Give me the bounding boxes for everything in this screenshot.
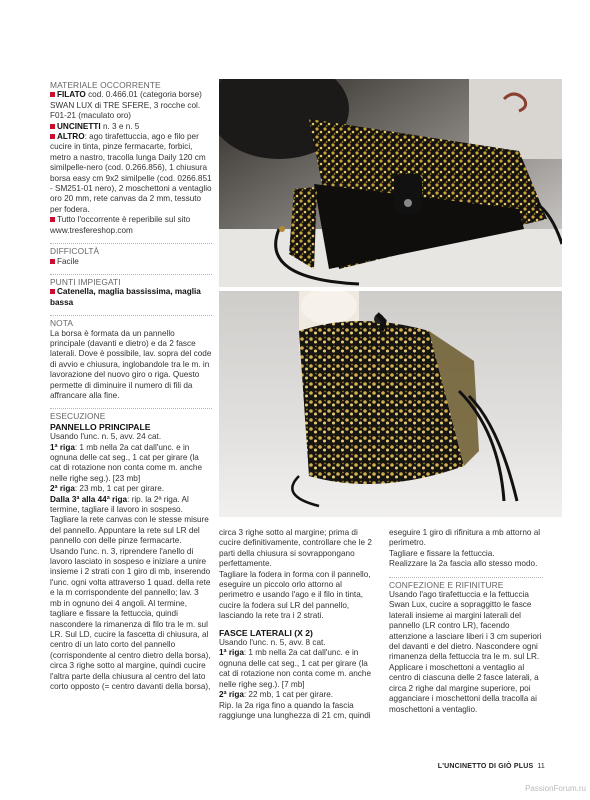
difficulty-value-row (50, 257, 212, 267)
uncinetti-text: n. 3 e n. 5 (100, 121, 140, 131)
side-repeat-text: Rip. la 2a riga fino a quando la fascia raggiunge una lunghezza di 21 cm, quindi (219, 700, 371, 720)
panel-row-2 (50, 484, 212, 494)
panel-assembly-text: Tagliare la rete canvas con le stesse misure del pannello. Appuntare la rete sul LR del pannello con delle pinze fermacarte. Usando l'unc. n. 3, riprendere l'anello di lavoro lasciato in sospeso e iniziare a unire insieme i 2 strati con 1 giro di mb, inserendo l'unc. ogni volta attraverso 1 quad. della rete e la m corrispondente del pannello; lav. 3 mb in ognuno dei 4 angoli. Al termine, tagliare e fissare la fettuccia, quindi nascondere la rimanenza di filo tra le m. sul LR. Sul LD, cucire la fascetta di chiusura, al centro di un lato corto del pannello (corrispondente al centro dietro della borsa), circa 3 righe sotto al margine, quindi cucire l'altra parte della chiusura al centro del lato corto opposto (= centro davanti della borsa), (50, 515, 211, 691)
bullet-square-icon (50, 134, 55, 139)
difficulty-value: Facile (57, 256, 79, 266)
side-row-2-text: : 22 mb, 1 cat per girare. (243, 690, 334, 700)
page-number: 11 (537, 763, 545, 770)
panel-row-3 (50, 495, 212, 516)
altro-label: ALTRO (57, 132, 85, 142)
row-1-text: : 1 mb nella 2a cat dall'unc. e in ognuna delle cat seg., 1 cat per girare (la cat di rotazione non conta come m. anche nelle righe seg.). [23 mb] (50, 442, 203, 483)
left-column (50, 80, 212, 692)
materials-note-text: Tutto l'occorrente è reperibile sul sito www.tresfereshop.com (50, 215, 191, 235)
materials-filato (50, 90, 212, 121)
bullet-square-icon (50, 217, 55, 222)
bullet-square-icon (50, 92, 55, 97)
side-second-text: Realizzare la 2a fascia allo stesso modo. (389, 559, 538, 569)
side-row-2-label: 2ª riga (219, 690, 244, 700)
materials-heading: MATERIALE OCCORRENTE (50, 80, 161, 90)
middle-column (219, 528, 373, 721)
bullet-square-icon (50, 259, 55, 264)
difficulty-heading: DIFFICOLTÀ (50, 243, 212, 256)
stitches-value-row (50, 287, 212, 308)
execution-heading: ESECUZIONE (50, 408, 212, 421)
materials-altro (50, 132, 212, 215)
finishing-text: Usando l'ago tirafettuccia e la fettuccia Swan Lux, cucire a sopraggitto le fasce laterali insieme ai margini laterali del pannello (LR contro LR), facendo attenzione a lasciare liberi i 3 cm superiori del davanti e del dietro. Nascondere ogni rimanenza della fettuccia tra le m. sul LR. Applicare i moschettoni a ventaglio al centro di ciascuna delle 2 fasce laterali, a circa 2 righe dal margine superiore, poi agganciare i moschettoni della tracolla ai moschettoni a ventaglio. (389, 590, 542, 714)
panel-title: PANNELLO PRINCIPALE (50, 421, 151, 432)
side-panels-title: FASCE LATERALI (X 2) (219, 627, 313, 638)
side-row-1 (219, 648, 373, 690)
side-cut-text: Tagliare e fissare la fettuccia. (389, 548, 495, 558)
filato-text: cod. 0.466.01 (categoria borse) SWAN LUX di TRE SFERE, 3 rocche col. F01-21 (maculato oro) (50, 90, 202, 121)
uncinetti-label: UNCINETTI (57, 121, 101, 131)
side-row-1-label: 1ª riga (219, 648, 244, 658)
magazine-name: L'UNCINETTO DI GIÒ PLUS (437, 763, 534, 770)
photo-open-bag (219, 79, 562, 287)
nota-text: La borsa è formata da un pannello principale (davanti e dietro) e da 2 fasce laterali. Dove è possibile, lav. sopra del code di avvio e chiusura, inglobandole tra le m. in lavorazione del nuovo giro o riga. Questo permette di diminuire il numero di fili da affrancare alla fine. (50, 328, 212, 400)
photo-closed-bag (219, 291, 562, 517)
stitches-heading: PUNTI IMPIEGATI (50, 274, 212, 287)
altro-text: : ago tirafettuccia, ago e filo per cucire in tinta, pinze fermacarte, forbici, metro a nastro, tracolla lunga Daily 120 cm similpelle-nero (cod. 0.266.856), 1 chiusura borsa easy cm 9x2 similpelle (cod. 0266.851 - SM251-01 nero), 2 moschettoni a ventaglio oro 20 mm, rete canvas da 2 mm, tessuto per fodera. (50, 132, 212, 214)
panel-closure-text: circa 3 righe sotto al margine; prima di cucire definitivamente, controllare che le 2 parti della chiusura si sovrappongano perfettamente. (219, 528, 372, 569)
row-2-text: : 23 mb, 1 cat per girare. (74, 484, 165, 494)
closed-bag-image (219, 291, 562, 517)
open-bag-image (219, 79, 562, 287)
side-intro: Usando l'unc. n. 5, avv. 8 cat. (219, 638, 326, 648)
side-row-2 (219, 690, 373, 700)
materials-uncinetti (50, 122, 212, 132)
filato-label: FILATO (57, 90, 86, 100)
side-row-1-text: : 1 mb nella 2a cat dall'unc. e in ognuna delle cat seg., 1 cat per girare (la cat di rotazione non conta come m. anche nelle righe seg.). [7 mb] (219, 648, 372, 689)
row-3-label: Dalla 3ª alla 44ª riga (50, 494, 128, 504)
bullet-square-icon (50, 124, 55, 129)
right-column (389, 528, 543, 715)
panel-row-1 (50, 443, 212, 485)
row-1-label: 1ª riga (50, 442, 75, 452)
row-3-text: : rip. la 2ª riga. Al termine, tagliare il lavoro in sospeso. (50, 494, 189, 515)
row-2-label: 2ª riga (50, 484, 75, 494)
panel-lining-text: Tagliare la fodera in forma con il pannello, eseguire un piccolo orlo attorno al perimetro e usando l'ago e il filo in tinta, cucire la fodera sul LR del pannello, lasciando la rete tra i 2 strati. (219, 569, 371, 621)
nota-heading: NOTA (50, 315, 212, 328)
finishing-heading: CONFEZIONE E RIFINITURE (389, 577, 543, 590)
page-footer (395, 763, 545, 770)
materials-note (50, 215, 212, 236)
panel-intro: Usando l'unc. n. 5, avv. 24 cat. (50, 432, 162, 442)
stitches-value: Catenella, maglia bassissima, maglia bassa (50, 287, 201, 307)
bullet-square-icon (50, 289, 55, 294)
side-finish-text: eseguire 1 giro di rifinitura a mb attorno al perimetro. (389, 528, 541, 548)
watermark: PassionForum.ru (525, 784, 586, 793)
